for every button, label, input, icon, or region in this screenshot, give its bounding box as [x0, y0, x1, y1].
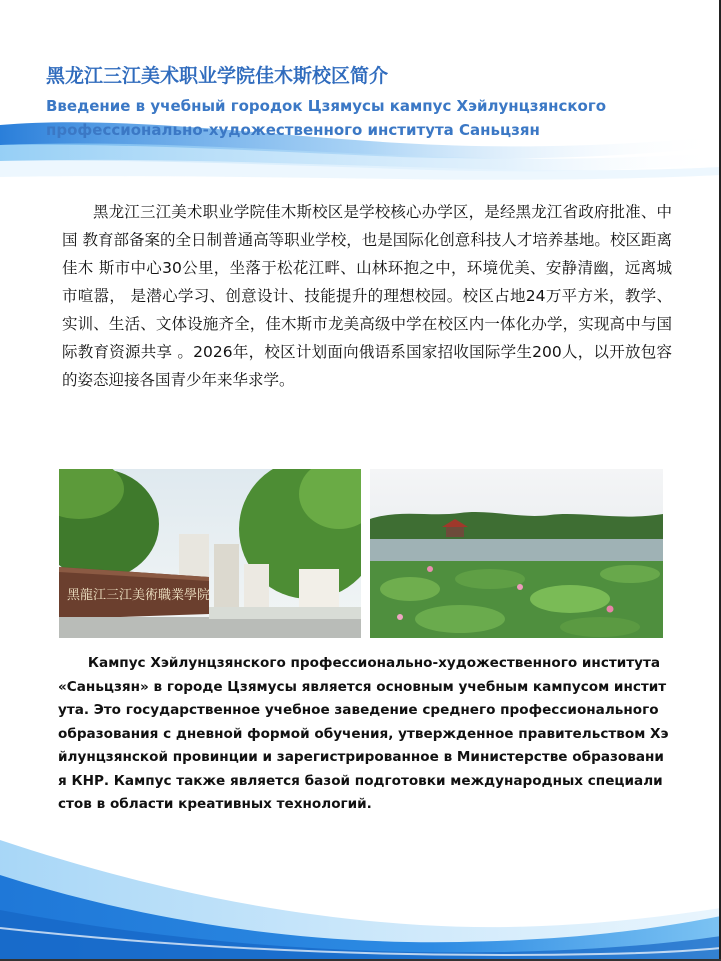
campus-gate-photo [59, 469, 361, 638]
intro-paragraph-russian: Кампус Хэйлунцзянского профессионально-художественного института «Саньцзян» в городе Цзямусы является основным учебным кампусом института. Это государственное учебное заведение среднего профессионального образования с дневной формой обучения, утвержденное правительством Хэйлунцзянской провинции и зарегистрированное в Министерстве образования КНР. Кампус также является базой подготовки международных специалистов в области креативных технологий. [58, 655, 669, 812]
page-title-chinese: 黑龙江三江美术职业学院佳木斯校区简介 [46, 65, 389, 87]
bottom-wave-decoration [0, 820, 721, 961]
gate-sign-text: 黑龍江三江美術職業學院 [67, 588, 211, 603]
page-title-russian: Введение в учебный городок Цзямусы кампус Хэйлунцзянского профессионально-художественного института Саньцзян [46, 97, 607, 139]
intro-paragraph-chinese: 黑龙江三江美术职业学院佳木斯校区是学校核心办学区，是经黑龙江省政府批准、中国 教育部备案的全日制普通高等职业学校，也是国际化创意科技人才培养基地。校区距离佳木 斯市中心30公里，坐落于松花江畔、山林环抱之中，环境优美、安静清幽，远离城市喧嚣， 是潜心学习、创意设计、技能提升的理想校园。校区占地24万平方米，教学、实训、生活、文体设施齐全，佳木斯市龙美高级中学在校区内一体化办学，实现高中与国际教育资源共享 。2026年，校区计划面向俄语系国家招收国际学生200人，以开放包容的姿态迎接各国青少年来华求学。 [62, 203, 672, 389]
lotus-pond-photo [370, 469, 663, 638]
